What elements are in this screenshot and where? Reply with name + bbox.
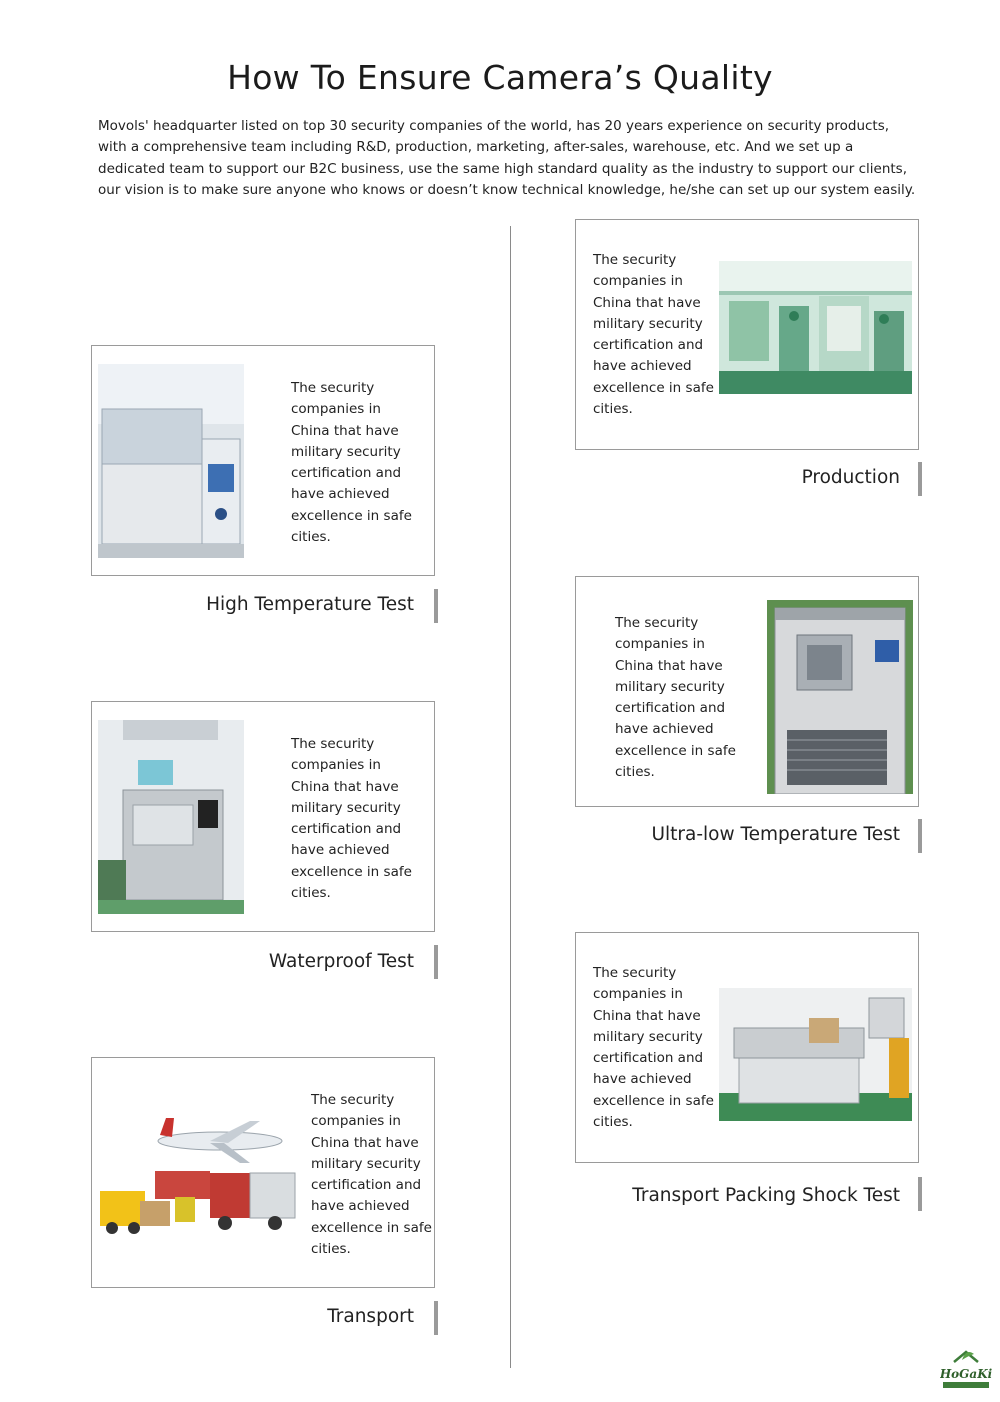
svg-text:HoGaKi: HoGaKi bbox=[940, 1367, 992, 1381]
shock-card bbox=[575, 932, 919, 1163]
center-divider bbox=[510, 226, 511, 1368]
transport-label-bar bbox=[434, 1301, 438, 1335]
production-photo bbox=[719, 261, 912, 394]
production-label: Production bbox=[801, 467, 900, 488]
high-temp-card bbox=[91, 345, 435, 576]
ultra-low-label-bar bbox=[918, 819, 922, 853]
waterproof-photo bbox=[98, 720, 244, 914]
transport-card bbox=[91, 1057, 435, 1288]
production-label-bar bbox=[918, 462, 922, 496]
ultra-low-photo bbox=[767, 600, 913, 794]
shock-photo bbox=[719, 988, 912, 1121]
production-card bbox=[575, 219, 919, 450]
ultra-low-card-text: The security companies in China that have military security certification and have achieved excellence in safe cities. bbox=[615, 615, 736, 781]
hogaki-logo bbox=[940, 1346, 992, 1392]
high-temp-photo bbox=[98, 364, 244, 558]
shock-label-bar bbox=[918, 1177, 922, 1211]
waterproof-label: Waterproof Test bbox=[268, 951, 414, 972]
high-temp-card-text: The security companies in China that have military security certification and have achieved excellence in safe cities. bbox=[291, 380, 412, 546]
waterproof-card bbox=[91, 701, 435, 932]
ultra-low-label: Ultra-low Temperature Test bbox=[651, 824, 900, 845]
transport-photo bbox=[100, 1113, 300, 1253]
high-temp-label: High Temperature Test bbox=[206, 594, 414, 615]
ultra-low-card bbox=[575, 576, 919, 807]
shock-card-text: The security companies in China that have military security certification and have achieved excellence in safe cities. bbox=[593, 965, 714, 1131]
shock-label: Transport Packing Shock Test bbox=[632, 1185, 900, 1206]
production-card-text: The security companies in China that have military security certification and have achieved excellence in safe cities. bbox=[593, 252, 714, 418]
high-temp-label-bar bbox=[434, 589, 438, 623]
transport-card-text: The security companies in China that have military security certification and have achieved excellence in safe cities. bbox=[311, 1092, 432, 1258]
waterproof-card-text: The security companies in China that have military security certification and have achieved excellence in safe cities. bbox=[291, 736, 412, 902]
page-title: How To Ensure Camera’s Quality bbox=[227, 58, 773, 97]
waterproof-label-bar bbox=[434, 945, 438, 979]
transport-label: Transport bbox=[327, 1306, 414, 1327]
intro-paragraph: Movols' headquarter listed on top 30 security companies of the world, has 20 years experience on security products, with a comprehensive team including R&D, production, marketing, after-sales, warehouse, etc. And we set up a dedicated team to support our B2C business, use the same high standard quality as the industry to support our clients, our vision is to make sure anyone who knows or doesn’t know technical knowledge, he/she can set up our system easily. bbox=[98, 118, 916, 199]
